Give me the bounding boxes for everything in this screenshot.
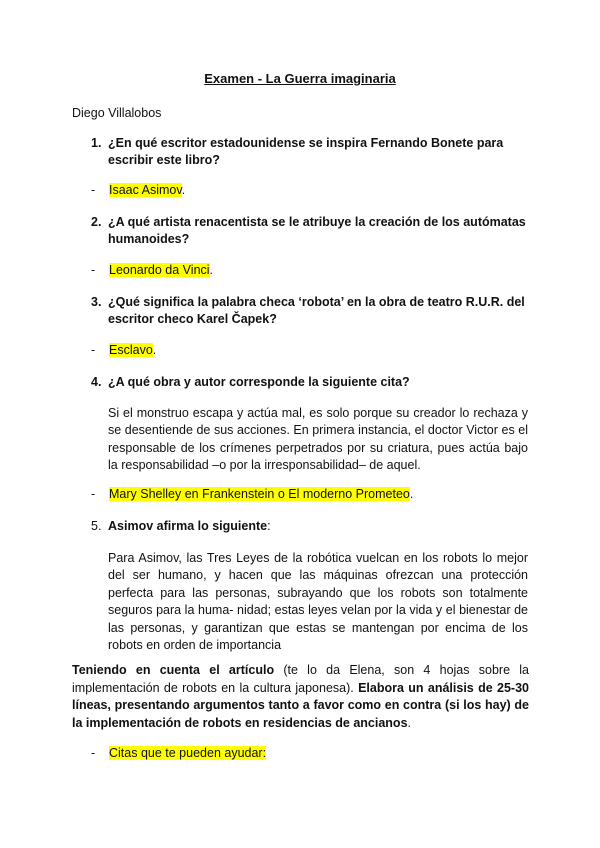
question-text: ¿A qué artista renacentista se le atribuye la creación de los autómatas humanoides? (108, 215, 526, 246)
question-text: ¿En qué escritor estadounidense se inspira Fernando Bonete para escribir este libro? (108, 136, 504, 167)
task-instruction: Elabora un análisis de 25-30 líneas, presentando argumentos tanto a favor como en contra (si los hay) de la implementación de robots en residencias de ancianos (72, 680, 529, 730)
question-text: ¿A qué obra y autor corresponde la siguiente cita? (108, 375, 410, 389)
question-text: ¿Qué significa la palabra checa ‘robota’ en la obra de teatro R.U.R. del escritor checo Karel Čapek? (108, 295, 525, 326)
document-title: Examen - La Guerra imaginaria (204, 71, 396, 86)
answer-suffix: . (181, 183, 186, 197)
quote-frankenstein: Si el monstruo escapa y actúa mal, es solo porque su creador lo rechaza y se desentiende de sus acciones. En primera instancia, el doctor Victor es el responsable de los crímenes perpetrados por su criatura, pues actúa bajo la responsabilidad –o por la irresponsabilidad– de aquel. (108, 406, 528, 473)
answer-4 (91, 486, 413, 503)
answer-2 (91, 262, 213, 279)
question-number: 4. (91, 375, 102, 389)
answer-suffix: . (152, 343, 157, 357)
highlighted-answer: Isaac Asimov (109, 183, 182, 197)
question-1 (91, 135, 531, 169)
question-2 (91, 214, 531, 248)
heading-suffix: : (262, 746, 267, 760)
answer-3 (91, 342, 156, 359)
bullet-dash: - (91, 487, 96, 501)
bullet-dash: - (91, 343, 96, 357)
question-4 (91, 374, 531, 391)
bullet-dash: - (91, 746, 96, 760)
answer-1 (91, 182, 185, 199)
highlighted-answer: Esclavo (109, 343, 153, 357)
citations-item (91, 745, 266, 762)
question-text: Asimov afirma lo siguiente (108, 519, 268, 533)
task-end: . (407, 715, 412, 730)
author-name: Diego Villalobos (72, 106, 162, 120)
bullet-dash: - (91, 263, 96, 277)
bullet-dash: - (91, 183, 96, 197)
question-suffix: : (267, 519, 271, 533)
question-number: 3. (91, 295, 102, 309)
highlighted-answer: Leonardo da Vinci (109, 263, 210, 277)
task-paragraph (72, 662, 529, 732)
question-number: 5. (91, 519, 102, 533)
question-5 (91, 518, 531, 535)
highlighted-answer: Mary Shelley en Frankenstein o El moderno Prometeo (109, 487, 410, 501)
question-3 (91, 294, 531, 328)
task-bold-intro: Teniendo en cuenta el artículo (72, 663, 275, 677)
question-number: 2. (91, 215, 102, 229)
quote-asimov: Para Asimov, las Tres Leyes de la robótica vuelcan en los robots lo mejor del ser humano, y hacen que las máquinas ofrezcan una protección perfecta para las personas, subrayando que los robots son totalmente seguros para la huma- nidad; estas leyes velan por la vida y el bienestar de las personas, y garantizan que estas se mantengan por encima de los robots en orden de importancia (108, 551, 528, 653)
answer-suffix: . (209, 263, 214, 277)
highlighted-heading: Citas que te pueden ayudar (109, 746, 263, 760)
answer-suffix: . (409, 487, 414, 501)
question-number: 1. (91, 136, 102, 150)
task-note: (te lo da Elena, son 4 hojas sobre la implementación de robots en la cultura japonesa). (72, 663, 530, 695)
